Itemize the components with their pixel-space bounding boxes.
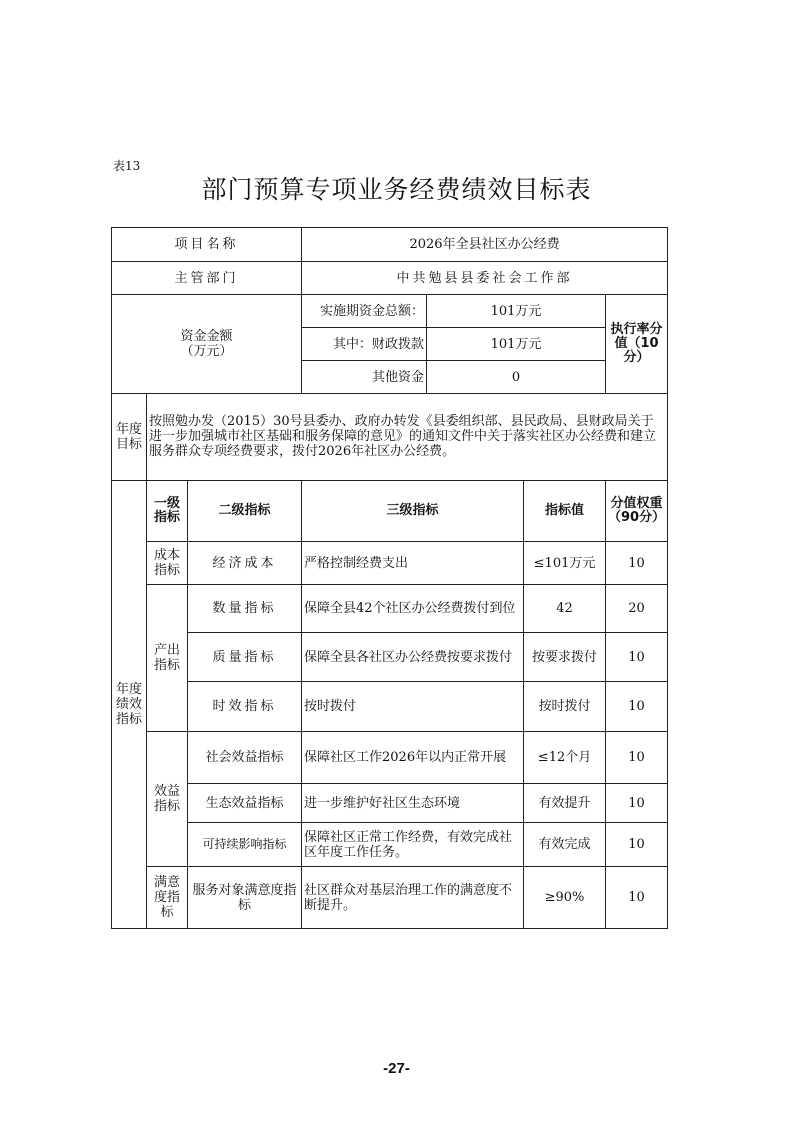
header-level2: 二级指标: [188, 481, 302, 542]
project-name-label: 项目名称: [112, 228, 302, 262]
group-satisfaction: 满意度指标: [147, 867, 188, 929]
value-cell: 按时拨付: [524, 682, 606, 732]
goal-label: 年度目标: [112, 394, 147, 481]
level3-cell: 保障社区正常工作经费，有效完成社区年度工作任务。: [302, 823, 524, 867]
dept-label: 主管部门: [112, 262, 302, 295]
fiscal-value: 101万元: [427, 328, 606, 361]
performance-table: [111, 227, 668, 929]
score-cell: 20: [606, 585, 668, 633]
funds-label: 资金金额（万元）: [112, 295, 302, 394]
other-label: 其他资金: [302, 361, 427, 394]
score-cell: 10: [606, 823, 668, 867]
value-cell: ≤101万元: [524, 542, 606, 585]
header-level3: 三级指标: [302, 481, 524, 542]
score-cell: 10: [606, 867, 668, 929]
level3-cell: 保障全县各社区办公经费按要求拨付: [302, 633, 524, 682]
level3-cell: 严格控制经费支出: [302, 542, 524, 585]
level3-cell: 保障社区工作2026年以内正常开展: [302, 732, 524, 784]
level2-cell: 时效指标: [188, 682, 302, 732]
value-cell: ≥90%: [524, 867, 606, 929]
level2-cell: 生态效益指标: [188, 784, 302, 823]
page-number: -27-: [383, 1060, 410, 1077]
score-cell: 10: [606, 732, 668, 784]
value-cell: ≤12个月: [524, 732, 606, 784]
total-label: 实施期资金总额：: [302, 295, 427, 328]
level2-cell: 质量指标: [188, 633, 302, 682]
level3-cell: 进一步维护好社区生态环境: [302, 784, 524, 823]
level2-cell: 服务对象满意度指标: [188, 867, 302, 929]
page-title: 部门预算专项业务经费绩效目标表: [201, 175, 592, 204]
level2-cell: 可持续影响指标: [188, 823, 302, 867]
score-cell: 10: [606, 542, 668, 585]
other-value: 0: [427, 361, 606, 394]
goal-text: 按照勉办发（2015）30号县委办、政府办转发《县委组织部、县民政局、县财政局关于进一步加强城市社区基础和服务保障的意见》的通知文件中关于落实社区办公经费和建立服务群众专项经费要求，拨付2026年社区办公经费。: [147, 394, 668, 481]
project-name: 2026年全县社区办公经费: [302, 228, 668, 262]
fiscal-label: 其中：财政拨款: [302, 328, 427, 361]
score-cell: 10: [606, 784, 668, 823]
level2-cell: 社会效益指标: [188, 732, 302, 784]
value-cell: 有效提升: [524, 784, 606, 823]
level3-cell: 保障全县42个社区办公经费拨付到位: [302, 585, 524, 633]
header-score: 分值权重（90分）: [606, 481, 668, 542]
group-cost: 成本指标: [147, 542, 188, 585]
score-cell: 10: [606, 633, 668, 682]
level2-cell: 数量指标: [188, 585, 302, 633]
header-value: 指标值: [524, 481, 606, 542]
level3-cell: 社区群众对基层治理工作的满意度不断提升。: [302, 867, 524, 929]
score-cell: 10: [606, 682, 668, 732]
table-number: 表13: [113, 159, 141, 173]
group-output: 产出指标: [147, 585, 188, 732]
level3-cell: 按时拨付: [302, 682, 524, 732]
dept: 中共勉县县委社会工作部: [302, 262, 668, 295]
total-value: 101万元: [427, 295, 606, 328]
header-level1: 一级指标: [147, 481, 188, 542]
value-cell: 按要求拨付: [524, 633, 606, 682]
indicators-section-label: 年度绩效指标: [112, 481, 147, 929]
value-cell: 42: [524, 585, 606, 633]
exec-score-label: 执行率分值（10分）: [606, 295, 668, 394]
value-cell: 有效完成: [524, 823, 606, 867]
level2-cell: 经济成本: [188, 542, 302, 585]
group-benefit: 效益指标: [147, 732, 188, 867]
